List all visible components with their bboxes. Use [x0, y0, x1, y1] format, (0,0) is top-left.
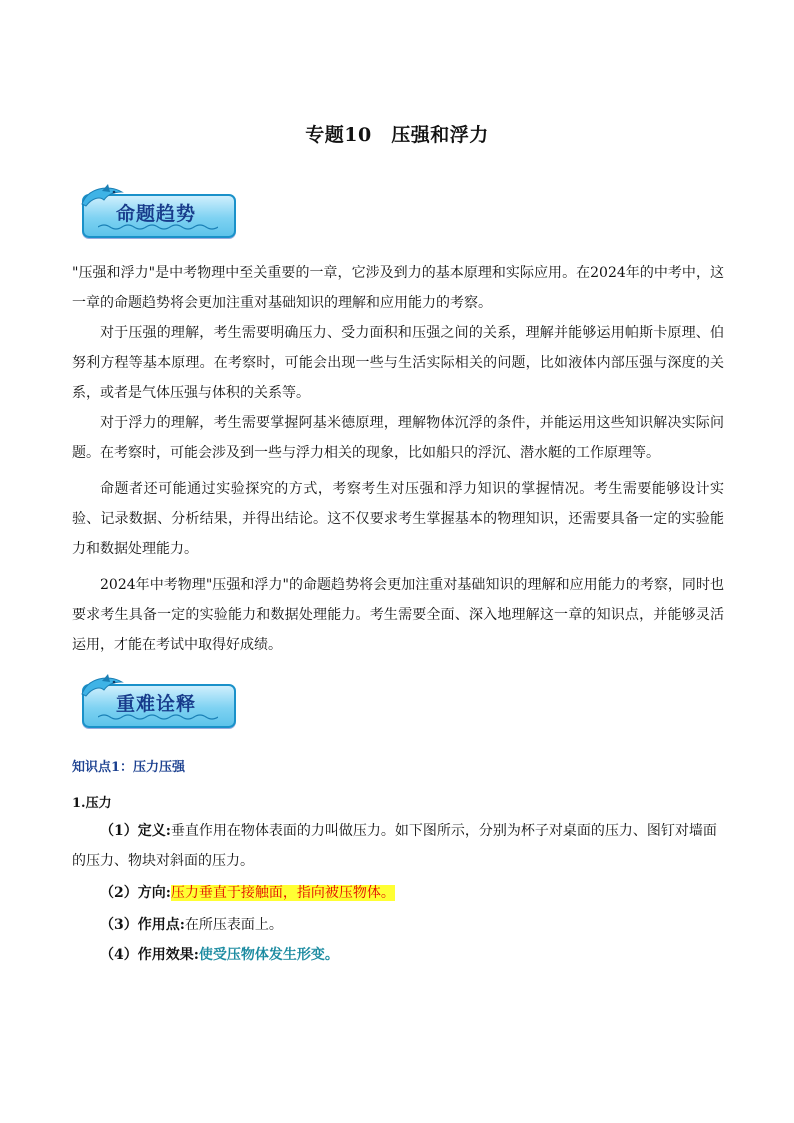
paragraph-1: "压强和浮力"是中考物理中至关重要的一章，它涉及到力的基本原理和实际应用。在2024年的中考中，这一章的命题趋势将会更加注重对基础知识的理解和应用能力的考察。 — [72, 265, 724, 311]
section-badge-trend — [78, 186, 238, 242]
page-title: 专题10 压强和浮力 — [305, 124, 489, 146]
paragraph-3: 对于浮力的理解，考生需要掌握阿基米德原理，理解物体沉浮的条件，并能运用这些知识解决实际问题。在考察时，可能会涉及到一些与浮力相关的现象，比如船只的浮沉、潜水艇的工作原理等。 — [72, 415, 724, 461]
paragraph-2: 对于压强的理解，考生需要明确压力、受力面积和压强之间的关系，理解并能够运用帕斯卡原理、伯努利方程等基本原理。在考察时，可能会出现一些与生活实际相关的问题，比如液体内部压强与深度的关系，或者是气体压强与体积的关系等。 — [72, 325, 724, 401]
badge-label: 重难诠释 — [116, 693, 197, 715]
item-direction — [72, 878, 724, 908]
subheading: 1.压力 — [72, 796, 112, 811]
section-badge-key-points — [78, 676, 238, 732]
item-effect — [72, 940, 724, 970]
item-label: （2）方向: — [100, 885, 171, 901]
badge-label: 命题趋势 — [116, 203, 197, 225]
paragraph-4: 命题者还可能通过实验探究的方式，考察考生对压强和浮力知识的掌握情况。考生需要能够设计实验、记录数据、分析结果，并得出结论。这不仅要求考生掌握基本的物理知识，还需要具备一定的实验能力和数据处理能力。 — [72, 481, 724, 557]
item-definition — [72, 816, 724, 876]
highlighted-text: 压力垂直于接触面，指向被压物体。 — [170, 885, 395, 901]
item-text: 垂直作用在物体表面的力叫做压力。如下图所示，分别为杯子对桌面的压力、图钉对墙面的压力、物块对斜面的压力。 — [72, 823, 717, 869]
item-text: 在所压表面上。 — [184, 917, 283, 933]
item-label: （1）定义: — [100, 823, 171, 839]
item-point-of-action — [72, 910, 724, 940]
item-text: 使受压物体发生形变。 — [198, 947, 339, 963]
item-label: （4）作用效果: — [100, 947, 199, 963]
item-label: （3）作用点: — [100, 917, 185, 933]
paragraph-5: 2024年中考物理"压强和浮力"的命题趋势将会更加注重对基础知识的理解和应用能力的考察，同时也要求考生具备一定的实验能力和数据处理能力。考生需要全面、深入地理解这一章的知识点，并能够灵活运用，才能在考试中取得好成绩。 — [72, 577, 724, 653]
knowledge-point-heading: 知识点1：压力压强 — [72, 760, 186, 775]
